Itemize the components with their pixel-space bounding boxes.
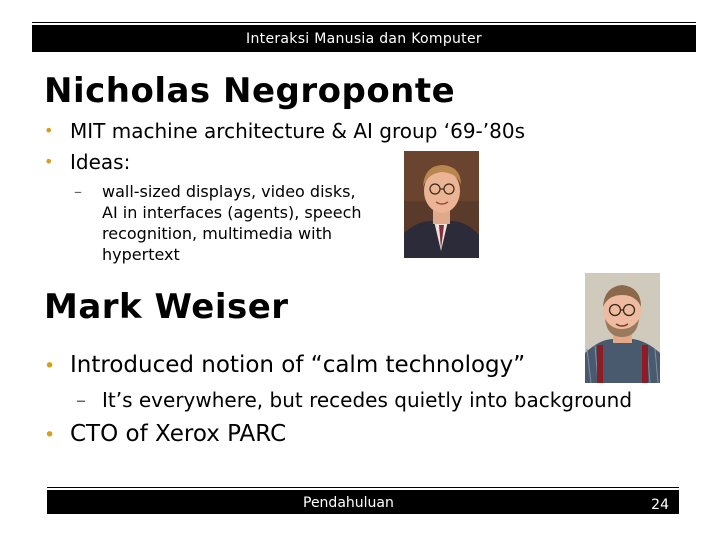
bullet-calm-technology: • Introduced notion of “calm technology” [44,352,526,378]
footer-bar [47,490,679,514]
bullet-dot-icon: • [44,355,56,377]
sub-bullet-calm: – It’s everywhere, but recedes quietly into background [76,388,633,412]
bullet-dot-icon: • [44,424,56,446]
bullet-dot-icon: • [44,152,54,171]
header-title: Interaksi Manusia dan Komputer [246,31,482,47]
bullet-xerox: • CTO of Xerox PARC [44,421,287,447]
footer-top-rule [47,487,679,488]
header-top-rule [32,22,696,23]
bullet-mit: • MIT machine architecture & AI group ‘69-’80s [44,119,525,143]
page-number: 24 [651,497,669,513]
sub-bullet-ideas: – wall-sized displays, video disks, AI in interfaces (agents), speech recognition, multimedia with hypertext [74,182,362,264]
heading-negroponte: Nicholas Negroponte [44,71,456,111]
footer-label: Pendahuluan [303,495,394,511]
heading-weiser: Mark Weiser [44,287,289,327]
bullet-ideas: • Ideas: [44,150,131,174]
portrait-weiser-icon [585,273,660,383]
bullet-dot-icon: • [44,121,54,140]
en-dash-icon: – [74,182,82,201]
portrait-negroponte-icon [404,151,479,258]
header-bar [32,25,696,52]
photo-weiser [585,273,660,383]
photo-negroponte [404,151,479,258]
en-dash-icon: – [76,388,86,412]
